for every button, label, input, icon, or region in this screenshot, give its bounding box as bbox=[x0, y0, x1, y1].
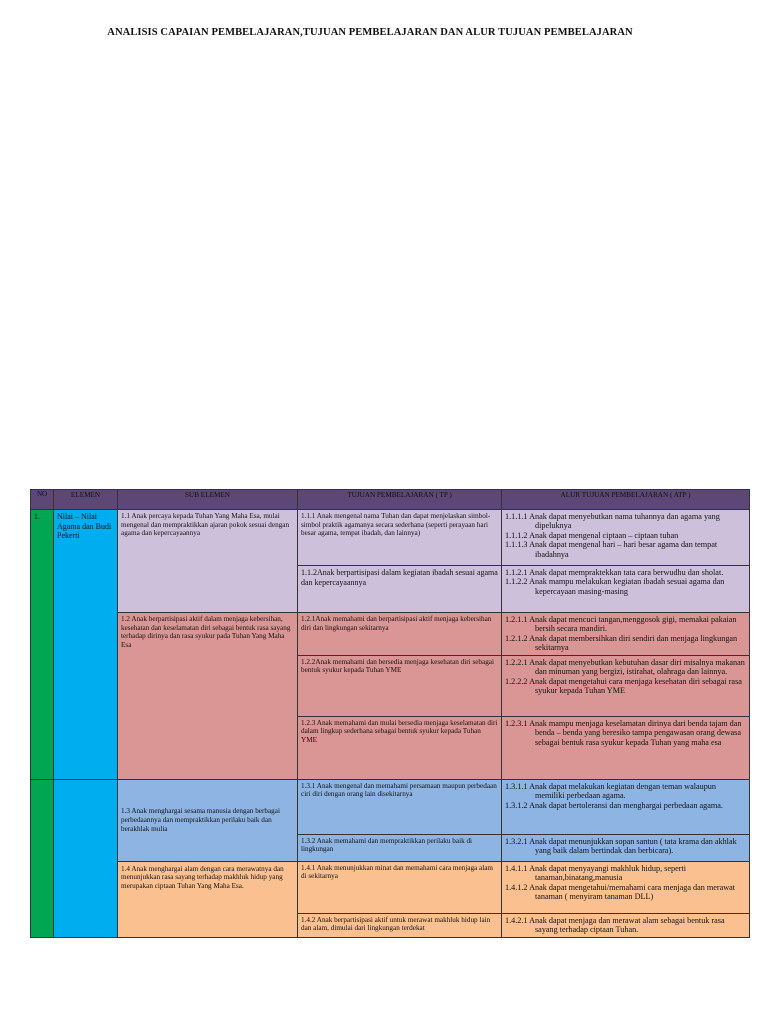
header-elemen: ELEMEN bbox=[54, 490, 118, 510]
atp-item: 1.1.2.1 Anak dapat mempraktekkan tata cara berwudhu dan sholat. bbox=[505, 568, 724, 577]
atp-item: 1.4.2.1 Anak dapat menjaga dan merawat alam sebagai bentuk rasa sayang terhadap ciptaan Tuhan. bbox=[505, 915, 725, 935]
sub-elemen-1-1: 1.1 Anak percaya kepada Tuhan Yang Maha Esa, mulai mengenal dan mempraktikkan ajaran pokok sesuai dengan agama dan kepercayaannya bbox=[118, 510, 298, 613]
atp-cell-1-2-2 bbox=[502, 655, 750, 716]
atp-cell-1-1-1 bbox=[502, 510, 750, 566]
table-row bbox=[31, 861, 750, 913]
atp-item: 1.2.2.2 Anak dapat mengetahui cara menjaga kesehatan diri sebagai rasa syukur kepada Tuhan YME bbox=[505, 676, 742, 695]
tp-1-3-1: 1.3.1 Anak mengenal dan memahami persamaan maupun perbedaan ciri diri dengan orang lain disekitarnya bbox=[298, 779, 502, 834]
header-alur-tujuan-pembelajaran: ALUR TUJUAN PEMBELAJARAN ( ATP ) bbox=[502, 490, 750, 510]
tp-1-3-2: 1.3.2 Anak memahami dan mempraktikkan perilaku baik di lingkungan bbox=[298, 834, 502, 861]
header-sub-elemen: SUB ELEMEN bbox=[118, 490, 298, 510]
atp-cell-1-2-3 bbox=[502, 716, 750, 779]
sub-elemen-1-3-text: 1.3 Anak menghargai sesama manusia dengan berbagai perbedaannya dan mempraktikkan perilaku baik dan berakhlak mulia bbox=[121, 807, 280, 833]
atp-table bbox=[30, 489, 750, 938]
sub-elemen-1-3 bbox=[118, 779, 298, 861]
atp-item: 1.2.3.1 Anak mampu menjaga keselamatan dirinya dari benda tajam dan benda – benda yang beresiko tampa pengawasan orang dewasa sebagai bentuk rasa syukur kepada Tuhan yang maha esa bbox=[505, 718, 742, 747]
atp-cell-1-2-1 bbox=[502, 613, 750, 656]
atp-item: 1.3.2.1 Anak dapat menunjukkan sopan santun ( tata krama dan akhlak yang baik dalam bertindak dan berbicara). bbox=[505, 836, 737, 856]
row-number-continued bbox=[31, 779, 54, 937]
atp-item: 1.2.1.1 Anak dapat mencuci tangan,menggosok gigi, memakai pakaian bersih secara mandiri. bbox=[505, 615, 737, 634]
table-row bbox=[31, 613, 750, 656]
atp-cell-1-1-2 bbox=[502, 566, 750, 613]
tp-1-2-1: 1.2.1Anak memahami dan berpartisipasi aktif menjaga kebersihan diri dan lingkungan sekitarnya bbox=[298, 613, 502, 656]
atp-cell-1-3-2 bbox=[502, 834, 750, 861]
header-no: NO bbox=[31, 490, 54, 510]
tp-1-2-3: 1.2.3 Anak memahami dan mulai bersedia menjaga keselamatan diri dalam lingkup sederhana sebagai bentuk syukur kepada Tuhan YME bbox=[298, 716, 502, 779]
sub-elemen-1-4-text: 1.4 Anak menghargai alam dengan cara merawatnya dan menunjukkan rasa sayang terhadap makhluk hidup yang merupakan ciptaan Tuhan Yang Maha Esa. bbox=[121, 864, 284, 890]
atp-item: 1.1.2.2 Anak mampu melakukan kegiatan ibadah sesuai agama dan kepercayaan masing-masing bbox=[505, 577, 725, 596]
tp-1-1-2: 1.1.2Anak berpartisipasi dalam kegiatan ibadah sesuai agama dan kepercayaannya bbox=[298, 566, 502, 613]
elemen-cell-continued bbox=[54, 779, 118, 937]
atp-cell-1-3-1 bbox=[502, 779, 750, 834]
header-tujuan-pembelajaran: TUJUAN PEMBELAJARAN ( TP ) bbox=[298, 490, 502, 510]
atp-item: 1.4.1.1 Anak dapat menyayangi makhluk hidup, seperti tanaman,binatang,manusia bbox=[505, 863, 686, 883]
atp-item: 1.4.1.2 Anak dapat mengetahui/memahami cara menjaga dan merawat tanaman ( menyiram tanaman DLL) bbox=[505, 882, 736, 901]
atp-item: 1.3.1.2 Anak dapat bertoleransi dan menghargai perbedaan agama. bbox=[505, 800, 723, 810]
elemen-cell: Nilai – Nilai Agama dan Budi Pekerti bbox=[54, 510, 118, 780]
table-header-row bbox=[31, 490, 750, 510]
atp-cell-1-4-2 bbox=[502, 913, 750, 937]
sub-elemen-1-2: 1.2 Anak berpartisipasi aktif dalam menjaga kebersihan, kesehatan dan keselamatan diri sebagai bentuk rasa sayang terhadap dirinya dan rasa syukur pada Tuhan Yang Maha Esa bbox=[118, 613, 298, 780]
atp-item: 1.2.2.1 Anak dapat menyebutkan kebutuhan dasar diri misalnya makanan dan minuman yang bergizi, istirahat, olahraga dan lainnya. bbox=[505, 657, 745, 677]
table-row bbox=[31, 779, 750, 834]
atp-item: 1.2.1.2 Anak dapat membersihkan diri sendiri dan menjaga lingkungan sekitarnya bbox=[505, 633, 738, 653]
atp-item: 1.3.1.1 Anak dapat melakukan kegiatan dengan teman walaupun memiliki perbedaan agama. bbox=[505, 781, 716, 801]
atp-item: 1.1.1.1 Anak dapat menyebutkan nama tuhannya dan agama yang dipeluknya bbox=[505, 512, 720, 531]
atp-item: 1.1.1.2 Anak dapat mengenal ciptaan – ciptaan tuhan bbox=[505, 530, 679, 540]
sub-elemen-1-4 bbox=[118, 861, 298, 937]
atp-item: 1.1.1.3 Anak dapat mengenal hari – hari besar agama dan tempat ibadahnya bbox=[505, 540, 718, 559]
tp-1-2-2: 1.2.2Anak memahami dan bersedia menjaga kesehatan diri sebagai bentuk syukur kepada Tuhan YME bbox=[298, 655, 502, 716]
table-row bbox=[31, 510, 750, 566]
document-title: ANALISIS CAPAIAN PEMBELAJARAN,TUJUAN PEMBELAJARAN DAN ALUR TUJUAN PEMBELAJARAN bbox=[107, 27, 633, 38]
atp-cell-1-4-1 bbox=[502, 861, 750, 913]
tp-1-1-1: 1.1.1 Anak mengenal nama Tuhan dan dapat menjelaskan simbol-simbol praktik agamanya secara sederhana (seperti perayaan hari besar agama, tempat ibadah, dan lainnya) bbox=[298, 510, 502, 566]
row-number: 1. bbox=[31, 510, 54, 780]
tp-1-4-2: 1.4.2 Anak berpartisipasi aktif untuk merawat makhluk hidup lain dan alam, dimulai dari lingkungan terdekat bbox=[298, 913, 502, 937]
tp-1-4-1: 1.4.1 Anak menunjukkan minat dan memahami cara menjaga alam di sekitarnya bbox=[298, 861, 502, 913]
